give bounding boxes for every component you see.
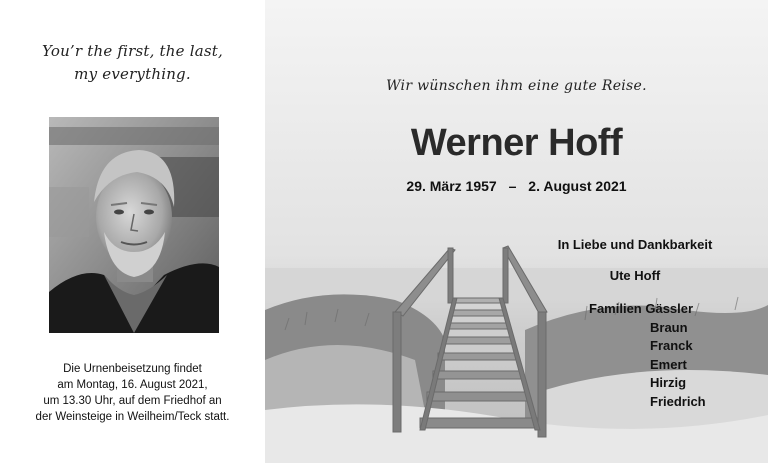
life-dates — [265, 178, 768, 194]
notice-line-3: um 13.30 Uhr, auf dem Friedhof an — [43, 395, 222, 407]
notice-line-4: der Weinsteige in Weilheim/Teck statt. — [35, 411, 230, 423]
quote — [0, 40, 265, 86]
families-label: Familien Gässler — [589, 301, 694, 316]
portrait-photo — [49, 117, 219, 333]
survivor-name: Ute Hoff — [609, 268, 661, 283]
notice-line-1: Die Urnenbeisetzung findet — [63, 363, 202, 375]
quote-line-1: You’r the first, the last, — [42, 42, 223, 60]
thanks-line: In Liebe und Dankbarkeit — [557, 237, 713, 252]
families-list — [589, 300, 749, 411]
quote-line-2: my everything. — [74, 65, 191, 83]
left-column — [0, 0, 265, 463]
farewell-wish: Wir wünschen ihm eine gute Reise. — [386, 78, 647, 94]
family-name: Franck — [650, 338, 693, 353]
death-date: 2. August 2021 — [528, 178, 627, 194]
burial-notice — [0, 361, 265, 425]
family-name: Hirzig — [650, 375, 687, 390]
birth-date: 29. März 1957 — [406, 178, 497, 194]
family-name: Emert — [650, 356, 687, 372]
notice-line-2: am Montag, 16. August 2021, — [57, 379, 208, 391]
portrait-icon — [49, 117, 219, 333]
family-name: Braun — [650, 319, 688, 335]
deceased-name: Werner Hoff — [410, 122, 623, 164]
date-separator: – — [508, 178, 517, 194]
family-name: Friedrich — [650, 393, 706, 409]
